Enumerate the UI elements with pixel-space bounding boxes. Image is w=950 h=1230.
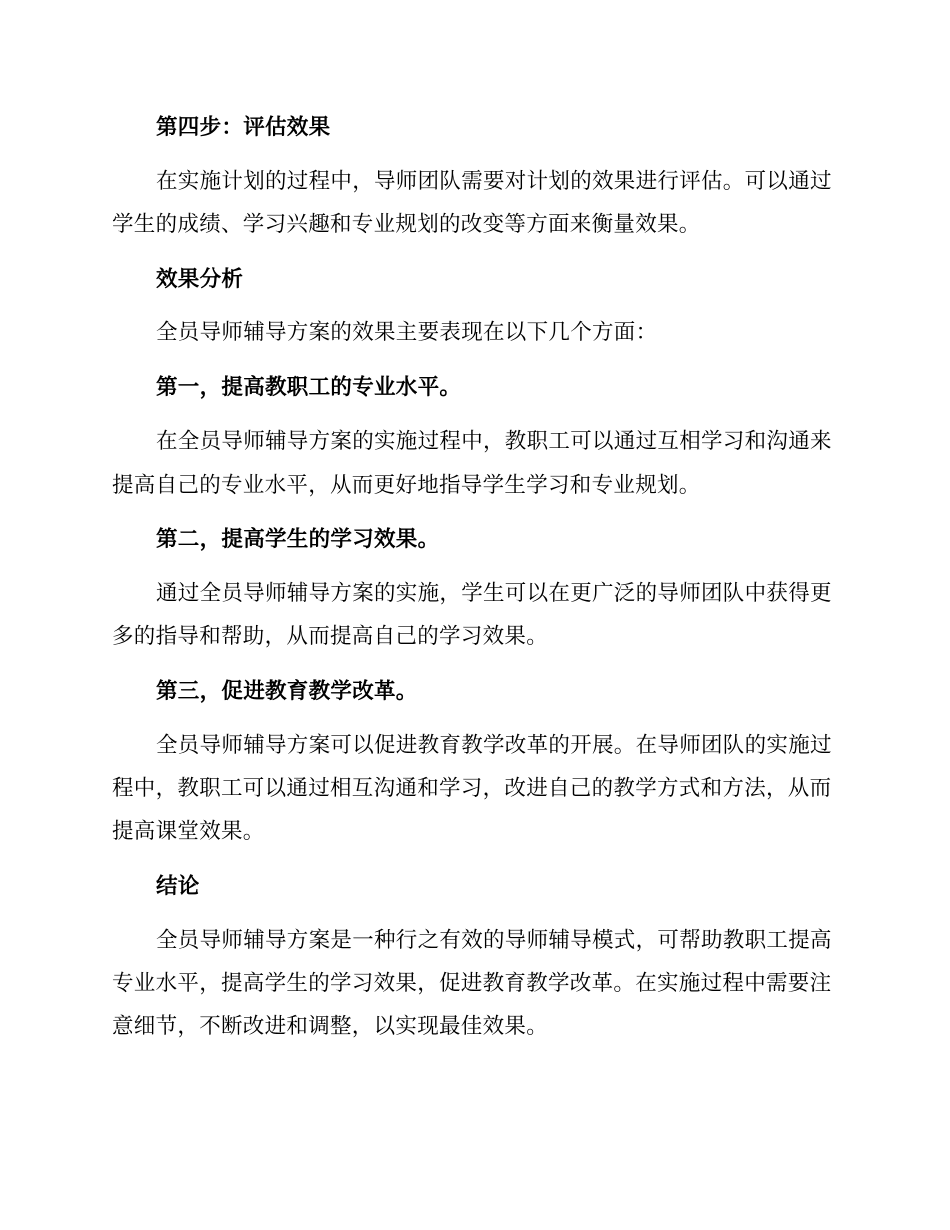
conclusion-body-line-1: 全员导师辅导方案是一种行之有效的导师辅导模式，可帮助教职工提高: [156, 928, 832, 953]
point1-heading: 第一，提高教职工的专业水平。: [156, 375, 462, 400]
conclusion-body-line-3: 意细节，不断改进和调整，以实现最佳效果。: [112, 1014, 549, 1039]
analysis-intro: 全员导师辅导方案的效果主要表现在以下几个方面：: [156, 320, 658, 345]
point1-body-line-1: 在全员导师辅导方案的实施过程中，教职工可以通过互相学习和沟通来: [156, 429, 832, 454]
conclusion-heading: 结论: [156, 874, 200, 899]
point2-heading: 第二，提高学生的学习效果。: [156, 527, 440, 552]
analysis-heading: 效果分析: [156, 267, 244, 292]
conclusion-body-line-2: 专业水平，提高学生的学习效果，促进教育教学改革。在实施过程中需要注: [112, 971, 832, 996]
point2-body-line-1: 通过全员导师辅导方案的实施，学生可以在更广泛的导师团队中获得更: [156, 581, 832, 606]
point3-body-line-1: 全员导师辅导方案可以促进教育教学改革的开展。在导师团队的实施过: [156, 733, 832, 758]
point2-body-line-2: 多的指导和帮助，从而提高自己的学习效果。: [112, 624, 549, 649]
point3-body-line-2: 程中，教职工可以通过相互沟通和学习，改进自己的教学方式和方法，从而: [112, 776, 832, 801]
step4-heading: 第四步：评估效果: [156, 115, 331, 140]
step4-body-line-2: 学生的成绩、学习兴趣和专业规划的改变等方面来衡量效果。: [112, 212, 701, 237]
point3-heading: 第三，促进教育教学改革。: [156, 679, 418, 704]
point1-body-line-2: 提高自己的专业水平，从而更好地指导学生学习和专业规划。: [112, 473, 701, 498]
point3-body-line-3: 提高课堂效果。: [112, 819, 265, 844]
step4-body-line-1: 在实施计划的过程中，导师团队需要对计划的效果进行评估。可以通过: [156, 169, 832, 194]
